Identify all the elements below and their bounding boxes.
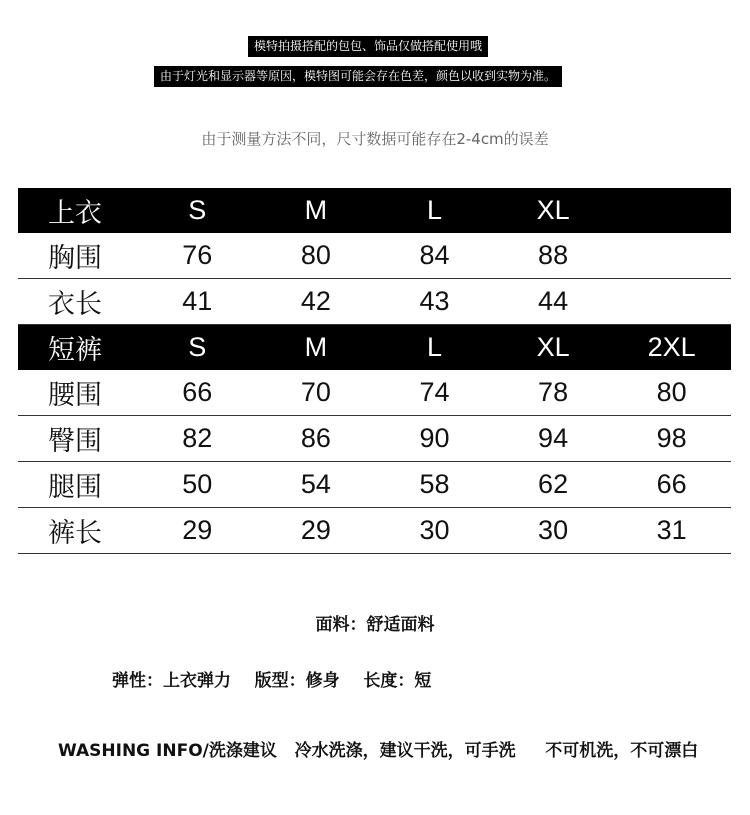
table-cell: 74 (375, 370, 494, 416)
table-cell: 43 (375, 279, 494, 325)
washing-info: WASHING INFO/洗涤建议 冷水洗涤，建议干洗，可手洗 不可机洗，不可漂白 (58, 741, 699, 761)
table-row (18, 233, 731, 279)
row-label: 臀围 (18, 416, 138, 462)
notice-color-difference: 由于灯光和显示器等原因，模特图可能会存在色差，颜色以收到实物为准。 (154, 66, 562, 87)
table-row (18, 462, 731, 508)
table-cell: 54 (257, 462, 376, 508)
table-cell: 78 (494, 370, 613, 416)
table-row (18, 416, 731, 462)
table-cell (612, 279, 731, 325)
header-cell: 上衣 (18, 188, 138, 233)
header-cell: L (375, 188, 494, 233)
top-header-row (18, 188, 731, 233)
header-cell: XL (494, 188, 613, 233)
table-cell: 50 (138, 462, 257, 508)
header-cell (612, 188, 731, 233)
table-cell: 98 (612, 416, 731, 462)
row-label: 裤长 (18, 508, 138, 554)
table-cell: 94 (494, 416, 613, 462)
table-cell: 29 (257, 508, 376, 554)
header-cell: S (138, 325, 257, 371)
table-cell: 62 (494, 462, 613, 508)
table-cell: 58 (375, 462, 494, 508)
row-label: 胸围 (18, 233, 138, 279)
table-cell: 80 (257, 233, 376, 279)
header-cell: 短裤 (18, 325, 138, 371)
table-cell: 88 (494, 233, 613, 279)
header-cell: S (138, 188, 257, 233)
table-cell: 76 (138, 233, 257, 279)
table-cell: 82 (138, 416, 257, 462)
header-cell: M (257, 188, 376, 233)
row-label: 腿围 (18, 462, 138, 508)
table-cell: 90 (375, 416, 494, 462)
measurement-note: 由于测量方法不同，尺寸数据可能存在2-4cm的误差 (201, 130, 549, 148)
table-cell: 70 (257, 370, 376, 416)
row-label: 腰围 (18, 370, 138, 416)
table-cell: 80 (612, 370, 731, 416)
fabric-info: 面料：舒适面料 (315, 615, 435, 635)
table-cell: 66 (138, 370, 257, 416)
header-cell: XL (494, 325, 613, 371)
size-chart-table (18, 188, 731, 554)
notice-accessories: 模特拍摄搭配的包包、饰品仅做搭配使用哦 (248, 36, 488, 57)
table-cell: 30 (375, 508, 494, 554)
table-row (18, 370, 731, 416)
table-cell (612, 233, 731, 279)
table-cell: 86 (257, 416, 376, 462)
table-cell: 29 (138, 508, 257, 554)
header-cell: M (257, 325, 376, 371)
specs-info: 弹性：上衣弹力 版型：修身 长度：短 (112, 671, 432, 691)
header-cell: L (375, 325, 494, 371)
table-row (18, 508, 731, 554)
table-cell: 41 (138, 279, 257, 325)
table-cell: 44 (494, 279, 613, 325)
table-cell: 31 (612, 508, 731, 554)
shorts-header-row (18, 325, 731, 371)
table-cell: 66 (612, 462, 731, 508)
table-cell: 84 (375, 233, 494, 279)
table-cell: 42 (257, 279, 376, 325)
header-cell: 2XL (612, 325, 731, 371)
table-row (18, 279, 731, 325)
table-cell: 30 (494, 508, 613, 554)
row-label: 衣长 (18, 279, 138, 325)
